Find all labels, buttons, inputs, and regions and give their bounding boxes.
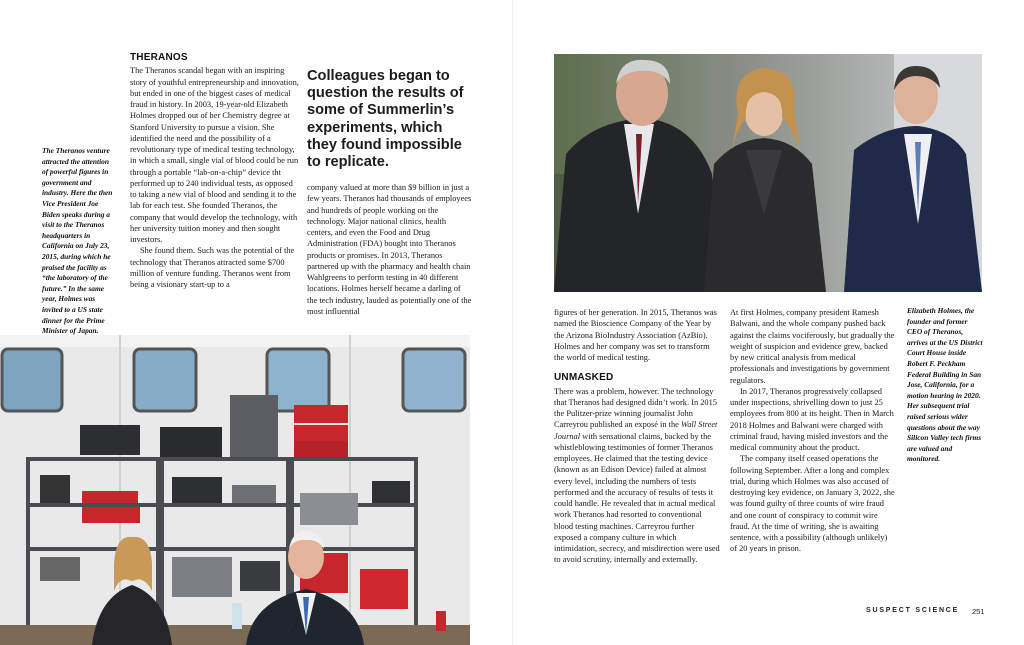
- paragraph: At first Holmes, company president Ramesh Balwani, and the whole company pushed back against the claims vociferously, but gradually the weight of suspicion and evidence grew, backed by new critical analysis from medical professionals and investigations by government regulators.: [730, 308, 895, 385]
- left-photo-caption: The Theranos venture attracted the attention of powerful figures in government and industry. Here the then Vice President Joe Biden speaks during a visit to the Theranos headquarters in California on July 23, 2015, during which he praised the facility as “the laboratory of the future.” In the same year, Holmes was invited to a US state dinner for the Prime Minister of Japan.: [42, 146, 113, 336]
- courthouse-illustration: [554, 54, 982, 292]
- lab-illustration: [0, 335, 470, 645]
- right-column-2: [730, 307, 895, 555]
- paragraph: company valued at more than $9 billion in just a few years. Theranos had thousands of employees and hundreds of people working on the technology. Major national clinics, health centers, and even the Food and Drug Administration (FDA) bought into Theranos products or promises. In 2013, Theranos partnered up with the pharmacy and health chain Wahlgreens to perform testing in 40 different locations. Holmes herself became a darling of the tech industry, lauded as potentially one of the most influential: [307, 183, 472, 316]
- paragraph: She found them. Such was the potential of the technology that Theranos attracted some $700 million of venture funding. Theranos went from being a visionary start-up to a: [130, 246, 295, 289]
- paragraph: figures of her generation. In 2015, Theranos was named the Bioscience Company of the Year by the Arizona BioIndustry Association (AzBio). Holmes and her company was set to transform the world of medical testing.: [554, 308, 717, 362]
- section-heading-unmasked: UNMASKED: [554, 372, 614, 384]
- right-photo-caption: Elizabeth Holmes, the founder and former CEO of Theranos, arrives at the US District Court House inside Robert F. Peckham Federal Building in San Jose, California, for a motion hearing in 2020. Her subsequent trial raised serious wider questions about the way Silicon Valley tech firms are valued and monitored.: [907, 306, 983, 464]
- left-column-2: [307, 182, 473, 317]
- running-footer: SUSPECT SCIENCE: [866, 607, 960, 614]
- publication-title: Wall Street Journal: [554, 420, 718, 441]
- page-number: 251: [972, 607, 985, 616]
- courthouse-photo: [554, 54, 982, 292]
- paragraph: The company itself ceased operations the following September. After a long and complex trial, during which Holmes was also accused of destroying key evidence, on January 3, 2022, she was found guilty of three counts of wire fraud and one count of conspiracy to commit wire fraud. At the time of writing, she is awaiting sentence, with a possibility (although unlikely) of 20 years in prison.: [730, 454, 895, 554]
- left-column-1: [130, 52, 300, 290]
- right-column-1: [554, 307, 720, 566]
- section-heading-theranos: THERANOS: [130, 52, 188, 63]
- lab-photo: [0, 335, 470, 645]
- pull-quote: Colleagues began to question the results of some of Summerlin’s experiments, which they found impossible to replicate.: [307, 68, 464, 171]
- paragraph: The Theranos scandal began with an inspiring story of youthful entrepreneurship and innovation, but ended in one of the biggest cases of medical fraud in history. In 2003, 19-year-old Elizabeth Holmes dropped out of her Chemistry degree at Stanford University to pursue a vision. She identified the need and the possibility of a revolutionary type of medical testing technology, in which a small, single vial of blood could be run through a portable “lab-on-a-chip” device tht performed up to 240 individual tests, as opposed to taking a new vial of blood and sending it to the lab for each test. She founded Theranos, the company that would develop the technology, with her university tuition money and then sought investors.: [130, 66, 299, 244]
- paragraph: In 2017, Theranos progressively collapsed under inspections, shrivelling down to just 25 employees from 800 at its height. Then in March 2018 Holmes and Balwani were charged with criminal fraud, having misled investors and the medical community about the product.: [730, 386, 894, 452]
- paragraph: There was a problem, however. The technology that Theranos had designed didn’t work. In 2015 the Pulitzer-prize winning journalist John Carreyrou published an exposé in the Wall Street Journal with sensational claims, backed by the whistleblowing testimonies of former Theranos employees. He claimed that the testing device (known as an Edison Device) failed at almost every level, including the numbers of tests performed and the accuracy of results of tests it could handle. He revealed that in actual medical work Theranos had resorted to conventional blood testing machines. Carreyrou further exposed a company culture in which intimidation, secrecy, and misdirection were used to avoid scrutiny, internally and externally.: [554, 386, 720, 565]
- page-gutter: [512, 0, 513, 645]
